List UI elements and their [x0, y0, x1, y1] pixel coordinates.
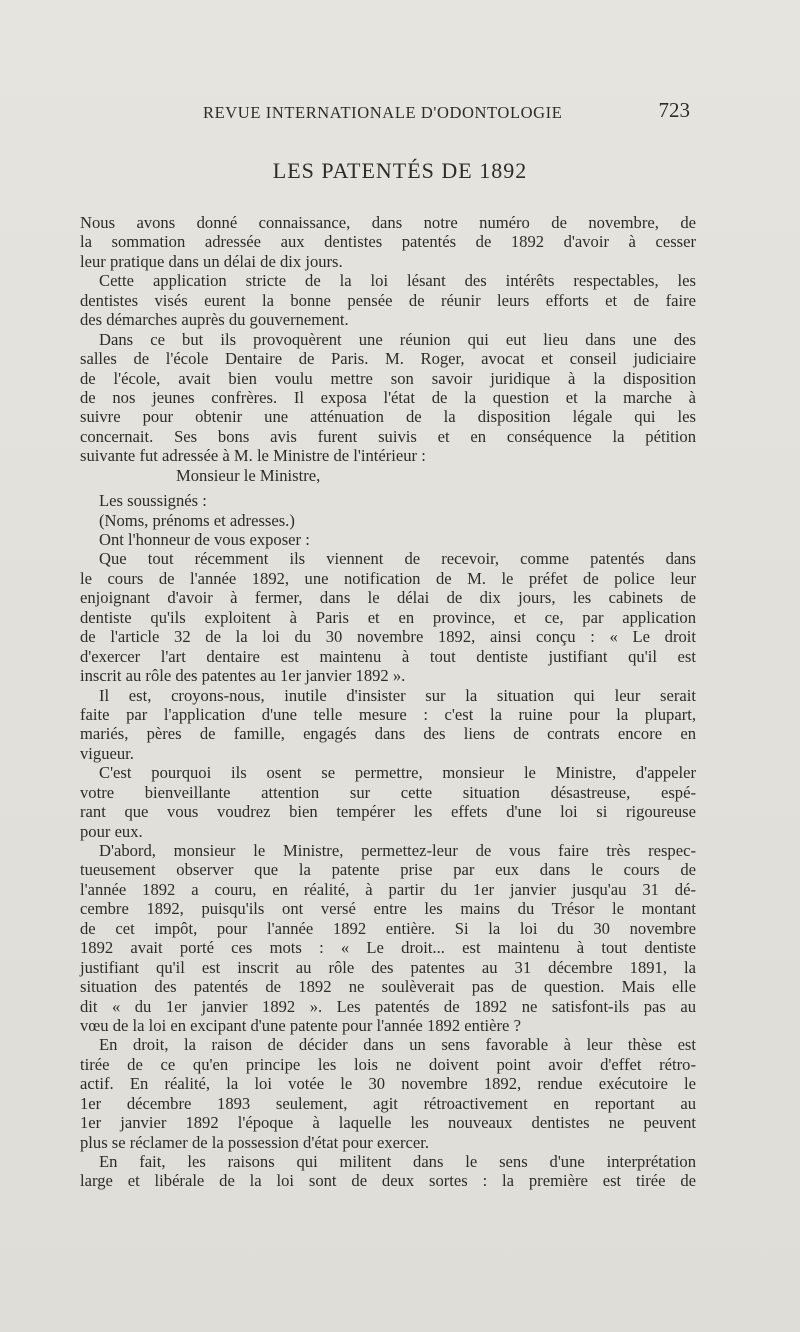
text-line: dentistes visés eurent la bonne pensée de réunir leurs efforts et de faire: [80, 290, 696, 310]
article-title: LES PATENTÉS DE 1892: [272, 158, 528, 183]
text-line: mariés, pères de famille, engagés dans des liens de contrats encore en: [80, 724, 696, 744]
text-line: tueusement observer que la patente prise par eux dans le cours de: [80, 860, 696, 880]
text-line: cembre 1892, puisqu'ils ont versé entre les mains du Trésor le montant: [80, 899, 696, 919]
text-line: vœu de la loi en excipant d'une patente pour l'année 1892 entière ?: [80, 1015, 521, 1035]
text-line: l'année 1892 a couru, en réalité, à partir du 1er janvier jusqu'au 31 dé-: [80, 879, 696, 899]
text-line: faite par l'application d'une telle mesure : c'est la ruine pour la plupart,: [80, 704, 696, 724]
text-line: Ont l'honneur de vous exposer :: [99, 530, 310, 549]
text-line: de l'école, avait bien voulu mettre son savoir juridique à la disposition: [80, 368, 696, 388]
text-line: concernait. Ses bons avis furent suivis et en conséquence la pétition: [80, 426, 696, 446]
text-line: inscrit au rôle des patentes au 1er janvier 1892 ».: [80, 666, 406, 686]
text-line: Dans ce but ils provoquèrent une réunion qui eut lieu dans une des: [99, 329, 696, 349]
running-title: REVUE INTERNATIONALE D'ODONTOLOGIE: [203, 103, 563, 122]
text-line: des démarches auprès du gouvernement.: [80, 310, 349, 330]
text-line: Les soussignés :: [99, 491, 207, 511]
text-line: rant que vous voudrez bien tempérer les effets d'une loi si rigoureuse: [80, 802, 696, 822]
text-line: 1er janvier 1892 l'époque à laquelle les nouveaux dentistes ne peuvent: [80, 1113, 696, 1133]
text-line: C'est pourquoi ils osent se permettre, monsieur le Ministre, d'appeler: [99, 763, 696, 783]
text-line: dentiste qu'ils exploitent à Paris et en province, et ce, par application: [80, 607, 696, 627]
text-line: suivre pour obtenir une atténuation de la disposition légale qui les: [80, 407, 696, 427]
text-line: En fait, les raisons qui militent dans le sens d'une interprétation: [99, 1152, 696, 1171]
text-line: tirée de ce qu'en principe les lois ne doivent point avoir d'effet rétro-: [80, 1054, 696, 1074]
text-line: dit « du 1er janvier 1892 ». Les patentés de 1892 ne satisfont-ils pas au: [80, 996, 696, 1016]
text-line: (Noms, prénoms et adresses.): [99, 510, 295, 530]
page-number: 723: [658, 98, 690, 122]
text-line: 1892 avait porté ces mots : « Le droit... est maintenu à tout dentiste: [80, 938, 696, 958]
article-body: [80, 213, 696, 1191]
text-line: D'abord, monsieur le Ministre, permettez-leur de vous faire très respec-: [99, 841, 696, 860]
text-line: justifiant qu'il est inscrit au rôle des patentes au 31 décembre 1891, la: [80, 957, 696, 977]
text-line: 1er décembre 1893 seulement, agit rétroactivement en reportant au: [80, 1093, 696, 1113]
text-line: le cours de l'année 1892, une notification de M. le préfet de police leur: [80, 568, 696, 588]
text-line: Il est, croyons-nous, inutile d'insister sur la situation qui leur serait: [99, 685, 696, 705]
text-line: votre bienveillante attention sur cette situation désastreuse, espé-: [80, 782, 696, 802]
text-line: pour eux.: [80, 821, 143, 841]
text-line: suivante fut adressée à M. le Ministre de l'intérieur :: [80, 446, 426, 466]
text-line: plus se réclamer de la possession d'état pour exercer.: [80, 1132, 430, 1152]
text-line: Que tout récemment ils viennent de recevoir, comme patentés dans: [99, 549, 696, 569]
text-line: la sommation adressée aux dentistes patentés de 1892 d'avoir à cesser: [80, 232, 696, 252]
salutation: Monsieur le Ministre,: [176, 465, 321, 485]
text-line: actif. En réalité, la loi votée le 30 novembre 1892, rendue exécutoire le: [80, 1074, 696, 1094]
text-line: de nos jeunes confrères. Il exposa l'état de la question et la marche à: [80, 387, 696, 407]
text-line: Cette application stricte de la loi lésant des intérêts respectables, les: [99, 271, 696, 291]
text-line: de l'article 32 de la loi du 30 novembre 1892, ainsi conçu : « Le droit: [80, 627, 696, 647]
text-line: Nous avons donné connaissance, dans notre numéro de novembre, de: [80, 213, 696, 232]
text-line: large et libérale de la loi sont de deux sortes : la première est tirée de: [80, 1171, 696, 1191]
text-line: En droit, la raison de décider dans un sens favorable à leur thèse est: [99, 1035, 696, 1055]
text-line: de cet impôt, pour l'année 1892 entière. Si la loi du 30 novembre: [80, 918, 696, 938]
text-line: enjoignant d'avoir à fermer, dans le délai de dix jours, les cabinets de: [80, 588, 696, 608]
text-line: leur pratique dans un délai de dix jours.: [80, 251, 343, 271]
text-line: salles de l'école Dentaire de Paris. M. Roger, avocat et conseil judiciaire: [80, 349, 696, 369]
text-line: situation des patentés de 1892 ne soulèverait pas de question. Mais elle: [80, 977, 696, 997]
text-line: d'exercer l'art dentaire est maintenu à tout dentiste justifiant qu'il est: [80, 646, 696, 666]
text-line: vigueur.: [80, 743, 134, 763]
page-header: [80, 100, 690, 130]
